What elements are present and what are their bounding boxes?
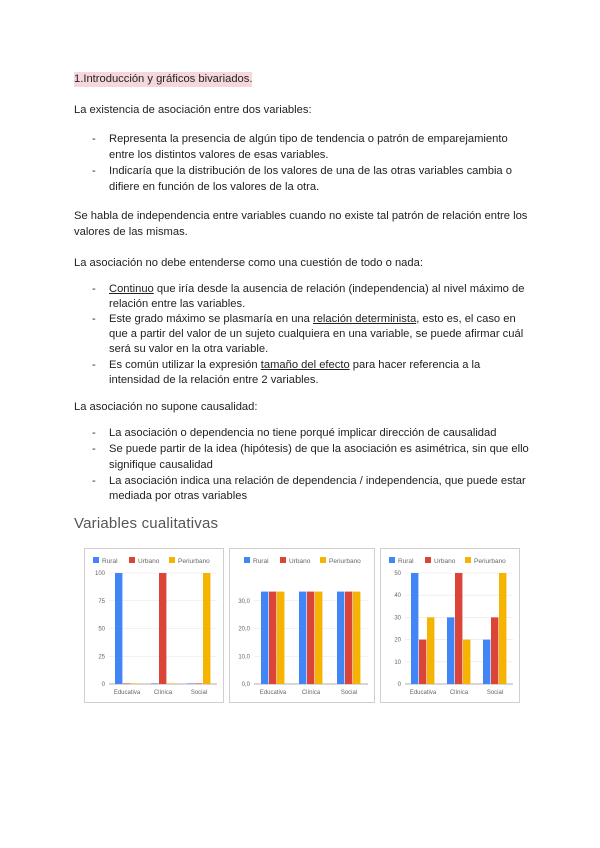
bullet-marker: - (92, 165, 96, 177)
y-tick-label: 50 (98, 626, 105, 633)
list2-item2-text-end: , esto es, el caso en (416, 313, 516, 325)
bar-rural-educativa (411, 573, 418, 684)
legend-label-urbano: Urbano (434, 558, 456, 565)
chart-panel-2 (229, 548, 375, 703)
x-tick-label: Clínica (301, 690, 321, 696)
bar-urbano-social (491, 617, 498, 684)
bar-urbano-educativa (419, 640, 426, 684)
bar-rural-educativa (115, 573, 122, 684)
bullet-marker: - (92, 443, 96, 455)
list2-item2-line3: será su valor en la otra variable. (109, 343, 269, 355)
list1-item1-line1: Representa la presencia de algún tipo de tendencia o patrón de emparejamiento (109, 133, 508, 145)
bar-periurbano-educativa (427, 617, 434, 684)
y-tick-label: 30,0 (238, 598, 250, 605)
list2-item3-text: Es común utilizar la expresión (109, 359, 261, 371)
bar-chart-3 (381, 549, 519, 702)
bar-rural-clínica (299, 592, 306, 684)
x-tick-label: Social (486, 690, 504, 696)
y-tick-label: 100 (94, 571, 105, 577)
bar-urbano-clínica (307, 592, 314, 684)
list2-item3-line1 (109, 358, 480, 373)
paragraph-asociacion: La existencia de asociación entre dos variables: (74, 104, 312, 116)
bar-urbano-social (195, 683, 202, 684)
bullet-marker: - (92, 475, 96, 487)
bar-rural-clínica (151, 683, 158, 684)
list3-item2-line1: Se puede partir de la idea (hipótesis) de que la asociación es asimétrica, sin que ello (109, 443, 529, 455)
legend-swatch-urbano (425, 557, 431, 563)
legend-swatch-periurbano (169, 557, 175, 563)
y-tick-label: 40 (394, 593, 401, 600)
bar-urbano-clínica (455, 573, 462, 684)
bar-periurbano-clínica (167, 683, 174, 684)
legend-swatch-urbano (129, 557, 135, 563)
y-tick-label: 50 (394, 571, 401, 577)
list3-item3-line2: mediada por otras variables (109, 490, 248, 502)
list1-item2-line1: Indicaría que la distribución de los valores de una de las otras variables cambia o (109, 165, 512, 177)
legend-swatch-urbano (280, 557, 286, 563)
list1-item2-line2: difiere en función de los valores de la otra. (109, 181, 320, 193)
list2-item1-line1 (109, 282, 524, 297)
y-tick-label: 0 (101, 682, 105, 688)
bar-rural-social (337, 592, 344, 684)
chart-panel-3 (380, 548, 520, 703)
x-tick-label: Educativa (259, 690, 287, 696)
paragraph-causalidad: La asociación no supone causalidad: (74, 401, 258, 413)
x-tick-label: Social (340, 690, 358, 696)
list2-item2-line2: que a partir del valor de un sujeto cualquiera en una variable, se puede afirmar cuál (109, 328, 524, 340)
list2-item1-text: que iría desde la ausencia de relación (independencia) al nivel máximo de (153, 283, 525, 295)
legend-label-rural: Rural (398, 558, 414, 565)
section-title-variables-cualitativas: Variables cualitativas (74, 515, 219, 532)
list2-item1-line2: relación entre las variables. (109, 298, 246, 310)
legend-label-periurbano: Periurbano (178, 558, 210, 565)
bullet-marker: - (92, 133, 96, 145)
legend-swatch-rural (93, 557, 99, 563)
bar-rural-clínica (447, 617, 454, 684)
bullet-marker: - (92, 359, 96, 371)
legend-label-periurbano: Periurbano (329, 558, 361, 565)
bar-periurbano-clínica (463, 640, 470, 684)
y-tick-label: 0,0 (241, 682, 250, 688)
list3-item2-line2: signifique causalidad (109, 459, 213, 471)
bar-urbano-social (345, 592, 352, 684)
bar-periurbano-educativa (131, 683, 138, 684)
y-tick-label: 0 (397, 682, 401, 688)
legend-swatch-rural (389, 557, 395, 563)
bullet-marker: - (92, 313, 96, 325)
x-tick-label: Clínica (449, 690, 469, 696)
x-tick-label: Clínica (153, 690, 173, 696)
list1-item1-line2: entre los distintos valores de esas variables. (109, 149, 329, 161)
bar-periurbano-social (353, 592, 360, 684)
y-tick-label: 10,0 (238, 654, 250, 661)
bullet-marker: - (92, 427, 96, 439)
section-heading: 1.Introducción y gráficos bivariados. (74, 73, 253, 85)
y-tick-label: 20 (394, 637, 401, 644)
bar-rural-social (187, 683, 194, 684)
chart-panel-1 (84, 548, 224, 703)
legend-swatch-periurbano (320, 557, 326, 563)
legend-swatch-periurbano (465, 557, 471, 563)
link-tamano-efecto: tamaño del efecto (260, 359, 350, 371)
list2-item2-line1 (109, 312, 516, 327)
bar-chart-2 (230, 549, 374, 702)
list2-item3-text-end: para hacer referencia a la (349, 359, 481, 371)
bar-urbano-clínica (159, 573, 166, 684)
bar-rural-educativa (261, 592, 268, 684)
y-tick-label: 25 (98, 654, 105, 661)
y-tick-label: 10 (394, 659, 401, 666)
legend-swatch-rural (244, 557, 250, 563)
bullet-marker: - (92, 283, 96, 295)
y-tick-label: 75 (98, 598, 105, 605)
paragraph-todo-o-nada: La asociación no debe entenderse como una cuestión de todo o nada: (74, 257, 423, 269)
legend-label-urbano: Urbano (138, 558, 160, 565)
legend-label-urbano: Urbano (289, 558, 311, 565)
y-tick-label: 20,0 (238, 626, 250, 633)
bar-periurbano-clínica (315, 592, 322, 684)
link-continuo: Continuo (109, 283, 154, 295)
paragraph-independencia-l2: valores de las mismas. (74, 226, 188, 238)
list2-item3-line2: intensidad de la relación entre 2 variables. (109, 374, 319, 386)
bar-urbano-educativa (123, 683, 130, 684)
legend-label-periurbano: Periurbano (474, 558, 506, 565)
y-tick-label: 30 (394, 615, 401, 622)
list3-item1-line1: La asociación o dependencia no tiene porqué implicar dirección de causalidad (109, 427, 497, 439)
bar-periurbano-social (499, 573, 506, 684)
list2-item2-text: Este grado máximo se plasmaría en una (109, 313, 313, 325)
bar-urbano-educativa (269, 592, 276, 684)
link-relacion-determinista: relación determinista (312, 313, 417, 325)
x-tick-label: Educativa (409, 690, 437, 696)
bar-rural-social (483, 640, 490, 684)
list3-item3-line1: La asociación indica una relación de dependencia / independencia, que puede estar (109, 475, 526, 487)
x-tick-label: Educativa (113, 690, 141, 696)
bar-chart-1 (85, 549, 223, 702)
paragraph-independencia-l1: Se habla de independencia entre variables cuando no existe tal patrón de relación entre los (74, 210, 528, 222)
bar-periurbano-educativa (277, 592, 284, 684)
legend-label-rural: Rural (253, 558, 269, 565)
legend-label-rural: Rural (102, 558, 118, 565)
x-tick-label: Social (190, 690, 208, 696)
bar-periurbano-social (203, 573, 210, 684)
